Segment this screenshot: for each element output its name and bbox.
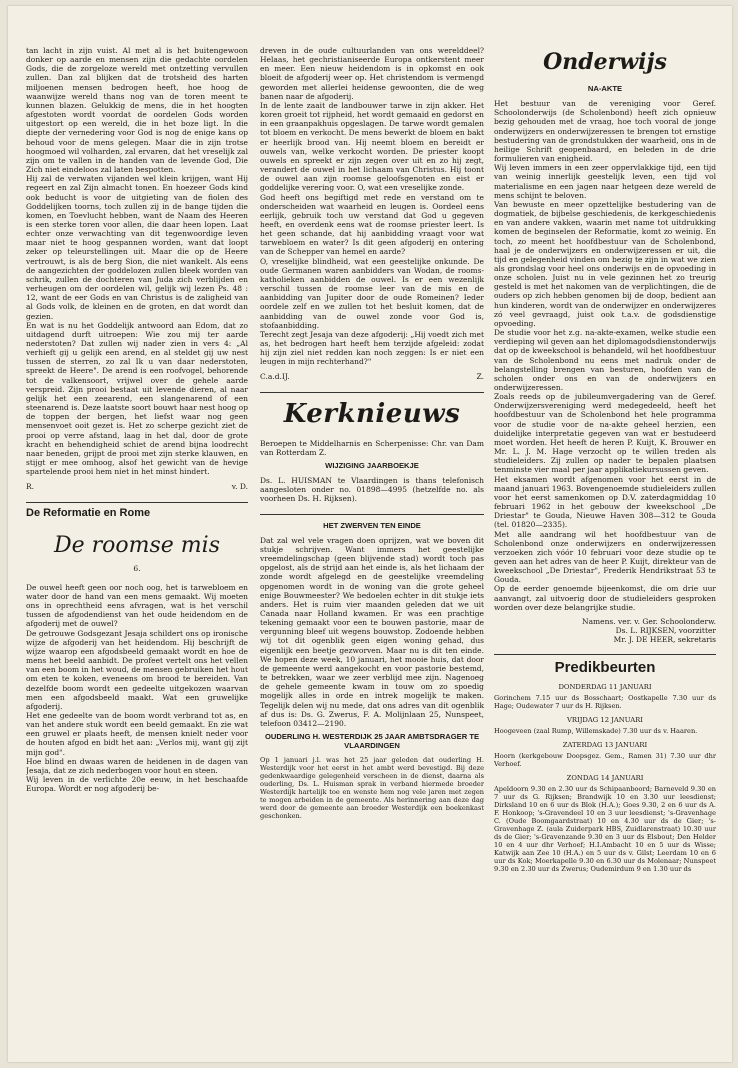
ouderling-heading: OUDERLING H. WESTERDIJK 25 JAAR AMBTSDRAGER TE VLAARDINGEN [264,732,480,751]
day-entries: Gorinchem 7.15 uur ds Bosschaart; Oostkapelle 7.30 uur ds Hage; Oudewater 7 uur ds H. Rijksen. [494,693,716,710]
column-right [494,46,716,1036]
signature-chair: Ds. L. RIJKSEN, voorzitter [615,626,716,636]
paragraph: Terecht zegt Jesaja van deze afgoderij: „Hij voedt zich met as, het bedrogen hart heeft hem terzijde afgeleid: zodat hij zijn ziel niet redden kan noch zeggen: Is er niet een leugen in mijn rechterhand?" [260,329,484,367]
onderwijs-masthead: Onderwijs [543,49,667,75]
paragraph: De ouwel heeft geen oor noch oog, het is tarwebloem en water door de hand van een mens gemaakt. Wij moeten ons in oprechtheid eens afvragen, wat is het verschil tussen de afgodendienst van het oude heidendom en de afgoderij met de ouwel? [26,582,248,629]
day-heading: DONDERDAG 11 JANUARI [558,682,652,691]
paragraph: Hoe blind en dwaas waren de heidenen in de dagen van Jesaja, dat ze zich nederbogen voor hout en steen. [26,756,248,775]
paragraph: Zoals reeds op de jubileumvergadering van de Geref. Onderwijzersvereniging werd medegedeeld, heeft het hoofdbestuur van de Scholenbond het hele programma voor de studie voor de na-akte geheel herzien, een duidelijke interpretatie gegeven van wat er bestudeerd moet worden. Het heeft de heren P. Kuijt, K. Brouwer en Mr. L. J. M. Hage verzocht op te willen treden als studieleiders. Zij zullen op nader te bepalen plaatsen tenminste vier maal per jaar applikatiekursussen geven. [494,392,716,475]
paragraph: Van bewuste en meer opzettelijke bestudering van de dogmatiek, de bijbelse geschiedenis, de kerkgeschiedenis en van andere vakken, waarin met name tot uitdrukking komen de beginselen der Reformatie, komt zo weinig. En toch, zo meent het hoofdbestuur van de Scholenbond, haal je de onderwijzers en onderwijzeressen er uit, die tijd en gelegenheid vinden om bezig te zijn in wat we zien als grondslag voor heel ons onderwijs en de opvoeding in onze scholen. Juist nu in vele gezinnen het zo treurig gesteld is met het nakomen van de verplichtingen, die de ouders op zich hebben genomen bij de doop, bedient aan hun kinderen, wordt van de onderwijzer en onderwijzeres zó veel gevraagd, juist ook t.a.v. de godsdienstige opvoeding. [494,199,716,328]
article-title: De roomse mis [53,532,220,558]
paragraph: Op de eerder genoemde bijeenkomst, die om drie uur aanvangt, zal uitvoerig door de studieleiders gesproken worden over deze belangrijke studie. [494,584,716,612]
divider [260,392,484,393]
divider [494,654,716,655]
paragraph: De getrouwe Godsgezant Jesaja schildert ons op ironische wijze de afgoderij van het heidendom. Hij beschrijft de wijze waarop een afgodsbeeld gemaakt wordt en hoe de mens het beeld aanbidt. De profeet vertelt ons het vellen van een boom in het woud, de mensen gebruiken het hout om eten te koken, eveneens om brood te bereiden. Van dezelfde boom wordt een gedeelte uitgekozen waarvan men een afgodsbeeld maakt. Wat een gruwelijke afgoderij. [26,628,248,711]
paragraph: De studie voor het z.g. na-akte-examen, welke studie een verdieping wil geven aan het diplomagodsdienstonderwijs dat op de kweekschool is behandeld, wil het hoofdbestuur van de Scholenbond nu eens met nadruk onder de belangstelling brengen van besturen, hoofden van de scholen onder ons en van de onderwijzers en onderwijzeressen. [494,328,716,392]
kerknieuws-masthead: Kerknieuws [283,398,461,429]
signature-initials: C.a.d.IJ. [260,372,290,382]
paragraph: Het bestuur van de vereniging voor Geref. Schoolonderwijs (de Scholenbond) heeft zich opnieuw bezig gehouden met de vraag, hoe toch vooral de jonge onderwijzers en onderwijzeressen te brengen tot ernstige bestudering van de grondstukken der waarheid, ons in de heilige Schrift geopenbaard, en beleden in de drie formulieren van enigheid. [494,99,716,164]
paragraph: Wij leven immers in een zeer oppervlakkige tijd, een tijd van weinig innerlijk geestelijk leven, een tijd vol materialisme en een jagen naar hetgeen deze wereld de mens schijnt te beloven. [494,163,716,200]
day-heading: ZATERDAG 13 JANUARI [562,740,648,749]
divider [260,514,484,515]
paragraph: Het eksamen wordt afgenomen voor het eerst in de maand januari 1963. Bovengenoemde studieleiders zullen voor het eerst samenkomen op D.V. zaterdagmiddag 10 februari 1962 in het gebouw der kweekschool „De Driestar" te Gouda, Nieuwe Haven 308—312 te Gouda (tel. 01820—2335). [494,474,716,530]
paragraph: God heeft ons begiftigd met rede en verstand om te onderscheiden wat waarheid en leugen is. Oordeel eens eerlijk, gebruik toch uw verstand dat God u gegeven heeft, en overdenk eens wat de roomse priester leert. Is het geen schande, dat hij aanbidding vraagt voor wat tarwebloem en water? Is dit geen afgoderij en ontering van de Schepper van hemel en aarde? [260,192,484,257]
signature-line [260,372,484,381]
zwerven-heading: HET ZWERVEN TEN EINDE [323,520,421,530]
signature-line [26,482,248,491]
divider [26,502,248,503]
paragraph: Het ene gedeelte van de boom wordt verbrand tot as, en van het andere stuk wordt een beeld gemaakt. En zie wat een gruwel er plaats heeft, de mensen knielt neder voor de houten afgod en bidt het aan: „Verlos mij, want gij zijt mijn god". [26,711,248,757]
paragraph: Hij zal de verwaten vijanden wel klein krijgen, want Hij regeert en zal Zijn almacht tonen. En hoezeer Gods kind ook beducht is voor de uitgieting van de fiolen des Goddelijken toorns, toch zullen zij in de bange tijden die komen, en Toevlucht hebben, want de Naam des Heeren is een sterke toren voor allen, die daar heen lopen. Laat echter onze verwachting van dit tegenwoordige leven maar niet te hoog gespannen worden, want dat loopt zeker op teleurstellingen uit. Maar die op de Heere vertrouwt, is als de berg Sion, die niet wankelt. Als eens de aangezichten der goddelozen zullen bleek worden van schrik, zullen de dochteren van Juda zich verblijden en verheugen om der oordelen wil, gelijk wij lezen Ps. 48 : 12, want de eer Gods en van Christus is de zaligheid van al Gods volk, de kleinen en de groten, en dat wordt dan gezien. [26,174,248,321]
paragraph: tan lacht in zijn vuist. Al met al is het buitengewoon donker op aarde en mensen zijn die gedachte oordelen Gods, die de zorgeloze wereld met ontzetting vervullen zullen. Dan zal blijken dat de trotsheid des harten miljoenen mensen bedrogen heeft, hoe hoog de waanwijze wereld thans nog van de toren meent te kunnen blazen. Gelukkig de mens, die in het hoogten afgestoten wordt voordat de oordelen Gods worden uitgestort op een wereld, die in het boze ligt. In die diepte der vernedering voor God is nog de enige kans op behoud voor de mens gelegen. Maar die in zijn trotse hoogmoed wil volharden, zal ervaren, dat het vreselijk zal zijn om te vallen in de handen van de levende God, Die Zich niet eindeloos zal laten bespotten. [26,46,248,175]
beroepen-notice: Beroepen te Middelharnis en Scherpenisse: Chr. van Dam van Rotterdam Z. [260,438,484,457]
day-heading: ZONDAG 14 JANUARI [566,774,644,782]
paragraph: En wat is nu het Goddelijk antwoord aan Edom, dat zo uitdagend durft uitroepen: Wie zou mij ter aarde nederstoten? Dat zullen wij nader zien in vers 4: „Al verhieft gij u gelijk een arend, en al steldet gij uw nest tussen de sterren, zo zal Ik u van daar nederstoten, spreekt de Heere". De arend is een roofvogel, behorende tot de valkensoort, vrijwel over de gehele aarde verspreid. Zijn prooi bestaat uit levende dieren, al naar gelijk het een zeearend, een slangenarend of een steenarend is. Deze laatste soort bouwt haar nest hoog op de toppen der bergen, het liefst waar nog geen mensenvoet ooit gezet is. Het zo scherpe gezicht ziet de prooi op verre afstand, laag in het dal, door de grote kracht en behendigheid schiet de arend bijna loodrecht naar beneden, grijpt de prooi met zijn sterke klauwen, en stijgt er mee omhoog, alsof het gewicht van de hevige spartelende prooi hem niet in het minst hindert. [26,320,248,477]
signature-org: Namens. ver. v. Ger. Schoolonderw. [582,616,716,626]
signature-secretary: Mr. J. DE HEER, sekretaris [613,635,716,645]
paragraph: Ds. L. HUISMAN te Vlaardingen is thans telefonisch aangesloten onder no. 01898—4995 (hetzelfde no. als voorheen Ds. H. Rijksen). [260,476,484,504]
paragraph: Dat zal wel vele vragen doen oprijzen, wat we boven dit stukje schrijven. Want immers het geestelijke vreemdelingschap (geen blijvende stad) wordt toch pas opgelost, als de strijd aan het einde is, als het lichaam der zonde wordt afgelegd en de geestelijke vreemdeling opgenomen wordt in de woning van die grote geheel enige Bouwmeester? We bedoelen echter in dit stukje iets anders. Het is ruim vier maanden geleden dat we uit Canada naar Holland kwamen. Er was een prachtige tekening gemaakt voor een te bouwen pastorie, maar de vergunning bleef uit wegens bouwstop. Zodoende hebben wij tot dit ogenblik geen eigen woning gehad, dus eigenlijk een beetje gezworven. Maar nu is dit ten einde. We hopen deze week, 10 januari, het mooie huis, dat door de gemeente werd aangekocht en voor pastorie bestemd, te betrekken, waar we zeer verblijd mee zijn. Nagenoeg de gehele gemeente kwam in touw om zo spoedig mogelijk alles in orde en intrek mogelijk te maken. Tegelijk delen wij nu mede, dat ons adres van dit ogenblik af dus is: Ds. G. Zwerus, F. A. Molijnlaan 25, Nunspeet, telefoon 03412—2190. [260,535,484,728]
column-middle [260,46,484,1036]
na-akte-heading: NA-AKTE [587,84,623,93]
paragraph: Op 1 januari j.l. was het 25 jaar geleden dat ouderling H. Westerdijk voor het eerst in het ambt werd bevestigd. Bij deze gedenkwaardige gelegenheid verscheen in de dienst, daarna als ouderling, Ds. L. Huisman sprak in verband hiermede broeder Westerdijk hartelijk toe en wenste hem nog vele jaren met zegen te mogen arbeiden in de gemeente. Als herinnering aan deze dag werd door de gemeente aan broeder Westerdijk een boekenkast geschonken. [260,756,484,821]
predikbeurten-heading: Predikbeurten [554,659,656,677]
paragraph: Wij leven in de verlichte 20e eeuw, in het beschaafde Europa. Wordt er nog afgoderij be- [26,775,248,794]
section-label: De Reformatie en Rome [26,506,151,519]
paragraph: Met alle aandrang wil het hoofdbestuur van de Scholenbond onze onderwijzers en onderwijzeressen verzoeken zich vóór 10 februari voor deze studie op te geven aan het adres van de heer P. Kuijt, direkteur van de kweekschool „De Driestar", Frederik Hendrikstraat 53 te Gouda. [494,529,716,585]
day-entries: Hoorn (kerkgebouw Doopsgez. Gem., Ramen 31) 7.30 uur dhr Verhoef. [494,752,716,768]
article-number: 6. [133,563,141,573]
paragraph: dreven in de oude cultuurlanden van ons werelddeel? Helaas, het gechristianiseerde Europa ontkerstent meer en meer. Een nieuw heidendom is in opkomst en ook bloeit de afgoderij weer op. Het christendom is vermengd geworden met allerlei heidense gewoonten, die de weg banen naar de afgoderij. [260,46,484,101]
wijziging-heading: WIJZIGING JAARBOEKJE [325,460,419,470]
day-heading: VRIJDAG 12 JANUARI [566,715,643,724]
signature-author: Z. [476,372,484,382]
day-entries: Apeldoorn 9.30 en 2.30 uur ds Schipaanboord; Barneveld 9.30 en 7 uur ds G. Rijksen; Brandwijk 10 en 3.30 uur leesdienst; Dirksland 10 en 6 uur ds Blok (H.A.); Goes 9.30, 2 en 6 uur ds A. F. Honkoop; 's-Gravendeel 10 en 3 uur leesdienst; 's-Gravenhage C. (Oude Boomgaardstraat) 10 en 4.30 uur ds de Gier; 's-Gravenhage Z. (aula Zuiderpark HBS, Zuidlarenstraat) 10.30 uur ds de Gier; 's-Gravenzande 9.30 en 3 uur ds Elsbout; Den Helder 10 en 4 uur dhr Verhoef; H.I.Ambacht 10 en 5 uur ds Wisse; Katwijk aan Zee 10 (H.A.) en 5 uur ds v. Gilst; Leerdam 10 en 6 uur ds Kok; Moerkapelle 9.30 en 6.30 uur ds Molenaar; Nunspeet 9.30 en 2.30 uur ds Zwerus; Oudemirdum 9 en 1.30 uur ds [494,785,716,874]
signature-initials: R. [26,482,35,492]
signature-author: v. D. [231,482,248,492]
paragraph: In de lente zaait de landbouwer tarwe in zijn akker. Het koren groeit tot rijpheid, het wordt gemaaid en gedorst en in een graanpakhuis opgeslagen. De tarwe wordt gemalen tot bloem en verkocht. De mens bewerkt de bloem en bakt er heerlijk brood van. Hij neemt bloem en bereidt er ouwels van, welke verkocht worden. De priester koopt ouwels en spreekt er zijn zegen over uit en zo hij zegt, verandert de ouwel in het lichaam van Christus. Hij toont de ouwel aan zijn roomse geloofsgenoten en eist er goddelijke verering voor. O, wat een vreselijke zonde. [260,100,484,193]
newspaper-page [8,6,732,1062]
day-entries: Hoogeveen (zaal Rump, Willemskade) 7.30 uur ds v. Haaren. [494,726,698,735]
paragraph: O, vreselijke blindheid, wat een geestelijke onkunde. De oude Germanen waren aanbidders van Wodan, de rooms-katholieken aanbidden de ouwel. Is er een wezenlijk verschil tussen de roomse leer van de mis en de aanbidding van Jupiter door de oude Romeinen? Ieder oordele zelf en we zullen tot het besluit komen, dat de aanbidding van de ouwel zonde voor God is, stofaanbidding. [260,256,484,330]
column-left [26,46,248,1036]
